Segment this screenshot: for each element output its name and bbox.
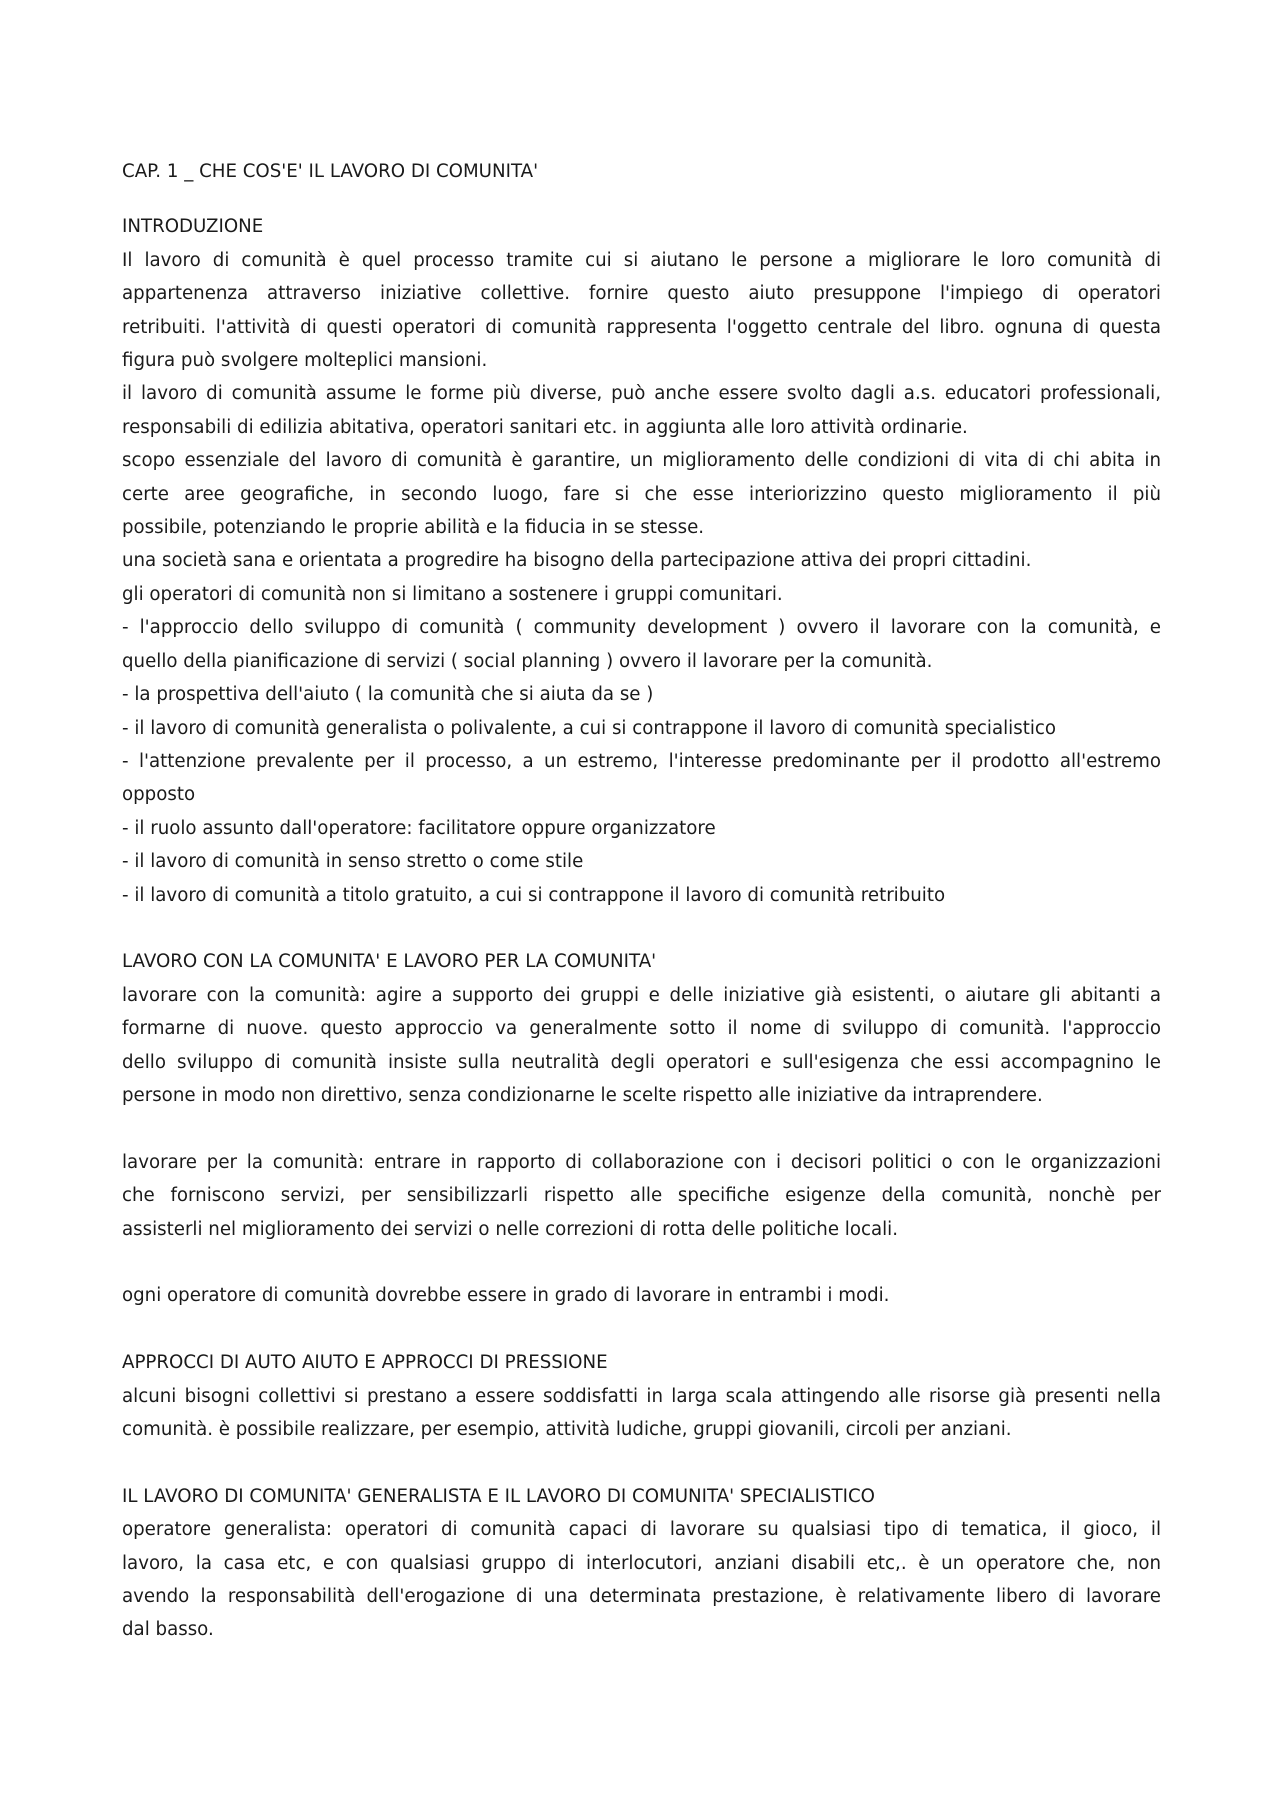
- text-line: lavorare per la comunità: entrare in rapporto di collaborazione con i decisori politici o con le organizzazioni: [122, 1151, 1161, 1173]
- list-item-line: - il lavoro di comunità generalista o polivalente, a cui si contrappone il lavoro di comunità specialistico: [122, 717, 1057, 739]
- text-line: una società sana e orientata a progredire ha bisogno della partecipazione attiva dei propri cittadini.: [122, 550, 1032, 572]
- section-heading-auto-aiuto: APPROCCI DI AUTO AIUTO E APPROCCI DI PRESSIONE: [122, 1352, 608, 1374]
- text-line: dello sviluppo di comunità insiste sulla neutralità degli operatori e sull'esigenza che essi accompagnino le: [122, 1051, 1161, 1073]
- text-line: retribuiti. l'attività di questi operatori di comunità rappresenta l'oggetto centrale del libro. ognuna di questa: [122, 316, 1161, 338]
- list-item-line: - la prospettiva dell'aiuto ( la comunità che si aiuta da se ): [122, 684, 654, 706]
- text-line: figura può svolgere molteplici mansioni.: [122, 350, 488, 372]
- blank-line: [122, 1313, 1161, 1346]
- chapter-title: CAP. 1 _ CHE COS'E' IL LAVORO DI COMUNITA': [122, 161, 539, 182]
- text-line: possibile, potenziando le proprie abilità e la fiducia in se stesse.: [122, 517, 705, 539]
- blank-line: [122, 1446, 1161, 1479]
- section-heading-generalista-specialistico: IL LAVORO DI COMUNITA' GENERALISTA E IL LAVORO DI COMUNITA' SPECIALISTICO: [122, 1485, 875, 1507]
- text-line: appartenenza attraverso iniziative collettive. fornire questo aiuto presuppone l'impiego di operatori: [122, 283, 1161, 305]
- text-line: lavorare con la comunità: agire a supporto dei gruppi e delle iniziative già esistenti, o aiutare gli abitanti a: [122, 984, 1161, 1006]
- list-item-line: - l'attenzione prevalente per il processo, a un estremo, l'interesse predominante per il prodotto all'estremo: [122, 750, 1161, 772]
- text-line: operatore generalista: operatori di comunità capaci di lavorare su qualsiasi tipo di tematica, il gioco, il: [122, 1519, 1161, 1541]
- text-line: che forniscono servizi, per sensibilizzarli rispetto alle specifiche esigenze della comunità, nonchè per: [122, 1185, 1161, 1207]
- text-line: il lavoro di comunità assume le forme più diverse, può anche essere svolto dagli a.s. educatori professionali,: [122, 383, 1161, 405]
- document-page: [122, 155, 1161, 1647]
- list-item-line: - il ruolo assunto dall'operatore: facilitatore oppure organizzatore: [122, 817, 716, 839]
- text-line: gli operatori di comunità non si limitano a sostenere i gruppi comunitari.: [122, 583, 783, 605]
- text-line: formarne di nuove. questo approccio va generalmente sotto il nome di sviluppo di comunità. l'approccio: [122, 1018, 1161, 1040]
- text-line: avendo la responsabilità dell'erogazione di una determinata prestazione, è relativamente libero di lavorare: [122, 1585, 1161, 1607]
- text-line: dal basso.: [122, 1619, 214, 1641]
- blank-line: [122, 912, 1161, 945]
- blank-line: [122, 1246, 1161, 1279]
- list-item-line: quello della pianificazione di servizi ( social planning ) ovvero il lavorare per la comunità.: [122, 650, 933, 672]
- text-line: comunità. è possibile realizzare, per esempio, attività ludiche, gruppi giovanili, circoli per anziani.: [122, 1418, 1012, 1440]
- spacer: [122, 188, 1161, 210]
- text-line: assisterli nel miglioramento dei servizi o nelle correzioni di rotta delle politiche locali.: [122, 1218, 899, 1240]
- text-line: alcuni bisogni collettivi si prestano a essere soddisfatti in larga scala attingendo alle risorse già presenti nella: [122, 1385, 1161, 1407]
- text-line: responsabili di edilizia abitativa, operatori sanitari etc. in aggiunta alle loro attività ordinarie.: [122, 416, 968, 438]
- text-line: scopo essenziale del lavoro di comunità è garantire, un miglioramento delle condizioni di vita di chi abita in: [122, 450, 1161, 472]
- text-line: ogni operatore di comunità dovrebbe essere in grado di lavorare in entrambi i modi.: [122, 1285, 890, 1307]
- text-line: certe aree geografiche, in secondo luogo, fare si che esse interiorizzino questo miglioramento il più: [122, 483, 1161, 505]
- list-item-line: - l'approccio dello sviluppo di comunità ( community development ) ovvero il lavorare con la comunità, e: [122, 617, 1161, 639]
- section-heading-con-per-comunita: LAVORO CON LA COMUNITA' E LAVORO PER LA COMUNITA': [122, 951, 657, 973]
- list-item-line: opposto: [122, 784, 196, 806]
- text-line: lavoro, la casa etc, e con qualsiasi gruppo di interlocutori, anziani disabili etc,. è un operatore che, non: [122, 1552, 1161, 1574]
- text-line: persone in modo non direttivo, senza condizionarne le scelte rispetto alle iniziative da intraprendere.: [122, 1084, 1043, 1106]
- list-item-line: - il lavoro di comunità a titolo gratuito, a cui si contrappone il lavoro di comunità retribuito: [122, 884, 946, 906]
- list-item-line: - il lavoro di comunità in senso stretto o come stile: [122, 851, 584, 873]
- section-heading-introduzione: INTRODUZIONE: [122, 216, 264, 238]
- blank-line: [122, 1112, 1161, 1145]
- text-line: Il lavoro di comunità è quel processo tramite cui si aiutano le persone a migliorare le loro comunità di: [122, 249, 1161, 271]
